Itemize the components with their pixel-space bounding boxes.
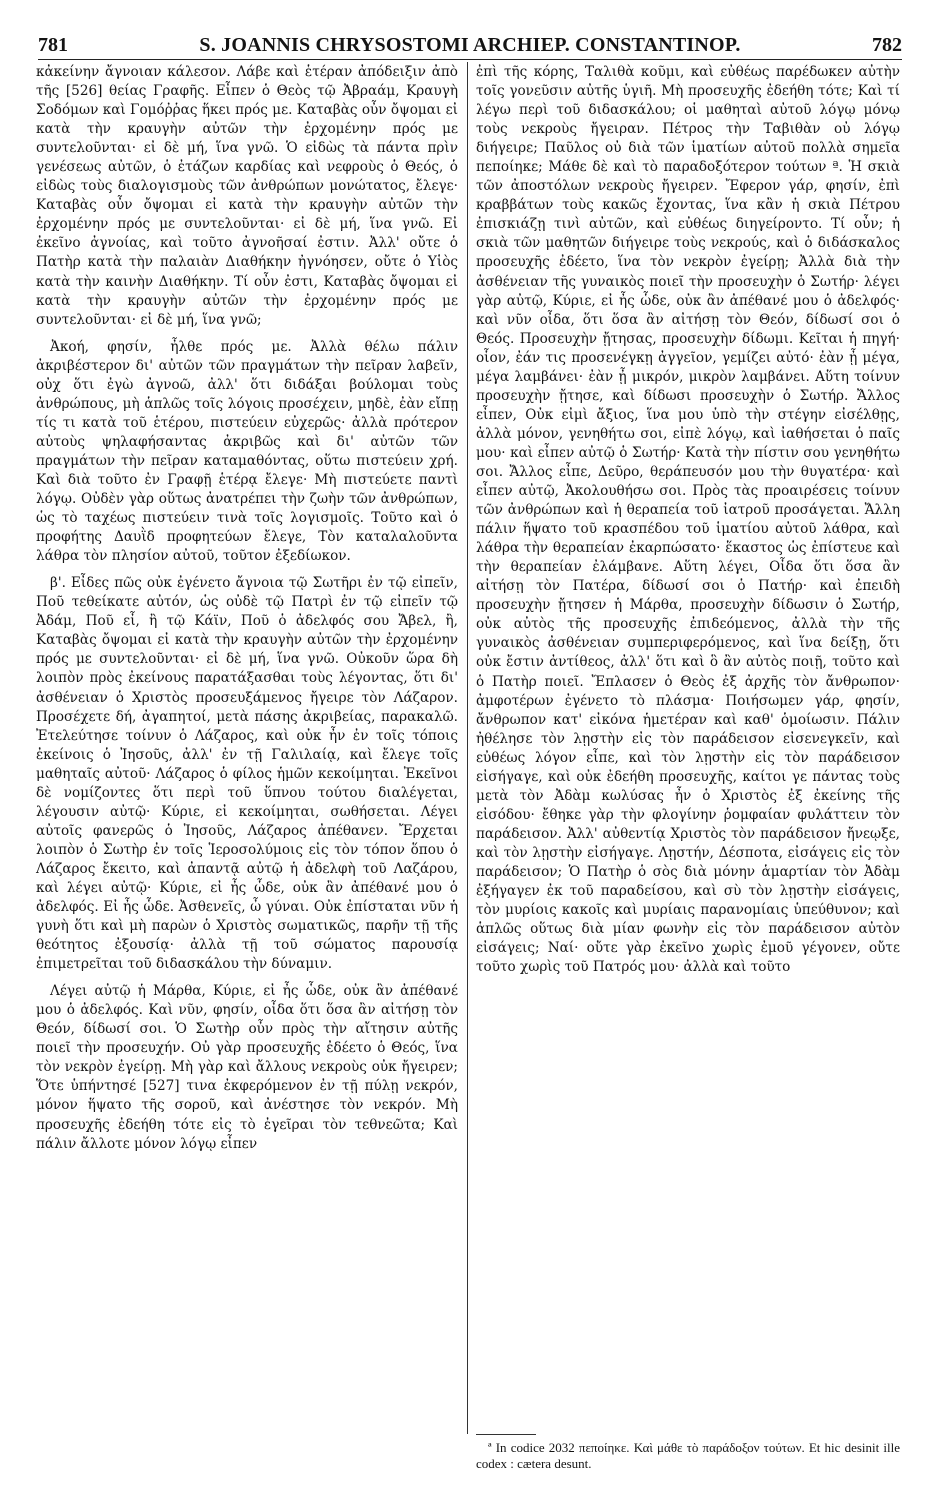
column-divider bbox=[467, 62, 468, 1434]
left-column bbox=[36, 63, 458, 1154]
header-rule bbox=[38, 59, 902, 60]
left-paragraph-4: Λέγει αὐτῷ ἡ Μάρθα, Κύριε, εἰ ἦς ὧδε, οὐκ ἂν ἀπέθανέ μου ὁ ἀδελφός. Καὶ νῦν, φησίν, οἶδα ὅτι ὅσα ἂν αἰτήσῃ τὸν Θεόν, δίδωσί σοι. Ὁ Σωτὴρ οὖν πρὸς τὴν αἴτησιν αὐτῆς ποιεῖ τὴν προσευχήν. Οὐ γὰρ προσευχῆς ἐδέετο ὁ Θεός, ἵνα τὸν νεκρὸν ἐγείρῃ. Μὴ γὰρ καὶ ἄλλους νεκροὺς οὐκ ἤγειρεν; Ὅτε ὑπήντησέ [527] τινα ἐκφερόμενον ἐν τῇ πύλῃ νεκρόν, μόνον ἥψατο τῆς σοροῦ, καὶ ἀνέστησε τὸν νεκρόν. Μὴ προσευχῆς ἐδεήθη τότε εἰς τὸ ἐγεῖραι τὸν τεθνεῶτα; Καὶ πάλιν ἄλλοτε μόνον λόγῳ εἶπεν bbox=[36, 983, 458, 1152]
footnote-rule bbox=[476, 1434, 536, 1435]
left-paragraph-1: κἀκείνην ἄγνοιαν κάλεσον. Λάβε καὶ ἑτέραν ἀπόδειξιν ἀπὸ τῆς [526] θείας Γραφῆς. Εἶπεν ὁ Θεὸς τῷ Ἀβραάμ, Κραυγὴ Σοδόμων καὶ Γομόῤῥας ἥκει πρός με. Καταβὰς οὖν ὄψομαι εἰ κατὰ τὴν κραυγὴν αὐτῶν τὴν ἐρχομένην πρός με συντελοῦνται· εἰ δὲ μή, ἵνα γνῶ. Ὁ εἰδὼς τὰ πάντα πρὶν γενέσεως αὐτῶν, ὁ ἐτάζων καρδίας καὶ νεφροὺς ὁ Θεός, ὁ εἰδὼς τοὺς διαλογισμοὺς τῶν ἀνθρώπων μονώτατος, ἔλεγε· Καταβὰς οὖν ὄψομαι εἰ κατὰ τὴν κραυγὴν αὐτῶν τὴν ἐρχομένην πρός με συντελοῦνται· εἰ δὲ μή, ἵνα γνῶ. Εἰ ἐκεῖνο ἀγνοίας, καὶ τοῦτο ἀγνοῆσαί ἐστιν. Ἀλλ' οὔτε ὁ Πατὴρ κατὰ τὴν παλαιὰν Διαθήκην ἠγνόησεν, οὔτε ὁ Υἱὸς κατὰ τὴν καινὴν Διαθήκην. Τί οὖν ἐστι, Καταβὰς ὄψομαι εἰ κατὰ τὴν κραυγὴν αὐτῶν τὴν ἐρχομένην πρός με συντελοῦνται· εἰ δὲ μή, ἵνα γνῶ; bbox=[36, 64, 458, 328]
left-paragraph-2: Ἀκοή, φησίν, ἦλθε πρός με. Ἀλλὰ θέλω πάλιν ἀκριβέστερον δι' αὐτῶν τῶν πραγμάτων τὴν πεῖραν λαβεῖν, οὐχ ὅτι ἐγὼ ἀγνοῶ, ἀλλ' ὅτι διδάξαι βούλομαι τοὺς ἀνθρώπους, μὴ ἁπλῶς τοῖς λόγοις προσέχειν, μηδὲ, ἐὰν εἴπῃ τίς τι κατὰ τοῦ ἑτέρου, πιστεύειν εὐχερῶς· ἀλλὰ πρότερον αὐτοὺς ψηλαφήσαντας ἀκριβῶς καὶ δι' αὐτῶν τῶν πραγμάτων τὴν πεῖραν καταμαθόντας, οὕτω πιστεύειν χρή. Καὶ διὰ τοῦτο ἐν Γραφῇ ἑτέρᾳ ἔλεγε· Μὴ πιστεύετε παντὶ λόγῳ. Οὐδὲν γὰρ οὕτως ἀνατρέπει τὴν ζωὴν τῶν ἀνθρώπων, ὡς τὸ ταχέως πιστεύειν τινὰ τοῖς λογισμοῖς. Τοῦτο καὶ ὁ προφήτης Δαυῒδ προφητεύων ἔλεγε, Τὸν καταλαλοῦντα λάθρα τὸν πλησίον αὐτοῦ, τοῦτον ἐξεδίωκον. bbox=[36, 338, 458, 565]
right-paragraph-1: ἐπὶ τῆς κόρης, Ταλιθὰ κοῦμι, καὶ εὐθέως παρέδωκεν αὐτὴν τοῖς γονεῦσιν αὐτῆς ὑγιῆ. Μὴ προσευχῆς ἐδεήθη τότε; Καὶ τί λέγω περὶ τοῦ διδασκάλου; οἱ μαθηταὶ αὐτοῦ λόγῳ μόνῳ τοὺς νεκροὺς ἤγειραν. Πέτρος τὴν Ταβιθὰν οὐ λόγῳ διήγειρε; Παῦλος οὐ διὰ τῶν ἱματίων αὐτοῦ πολλὰ σημεῖα πεποίηκε; Μάθε δὲ καὶ τὸ παραδοξότερον τούτων ª. Ἡ σκιὰ τῶν ἀποστόλων νεκροὺς ἤγειρεν. Ἔφερον γάρ, φησίν, ἐπὶ κραββάτων τοὺς κακῶς ἔχοντας, ἵνα κἂν ἡ σκιὰ Πέτρου ἐπισκιάζῃ τινὶ αὐτῶν, καὶ εὐθέως διηγείροντο. Τί οὖν; ἡ σκιὰ τῶν μαθητῶν διήγειρε τοὺς νεκρούς, καὶ ὁ διδάσκαλος προσευχῆς ἐδέετο, ἵνα τὸν νεκρὸν ἐγείρῃ; Ἀλλὰ διὰ τὴν ἀσθένειαν τῆς γυναικὸς ποιεῖ τὴν προσευχὴν ὁ Σωτήρ· λέγει γὰρ αὐτῷ, Κύριε, εἰ ἦς ὧδε, οὐκ ἂν ἀπέθανέ μου ὁ ἀδελφός· καὶ νῦν οἶδα, ὅτι ὅσα ἂν αἰτήσῃ τὸν Θεόν, δίδωσί σοι ὁ Θεός. Προσευχὴν ᾔτησας, προσευχὴν δίδωμι. Κεῖται ἡ πηγή· οἷον, ἐάν τις προσενέγκῃ ἀγγεῖον, γεμίζει αὐτό· ἐὰν ᾖ μέγα, μέγα λαμβάνει· ἐὰν ᾖ μικρόν, μικρὸν λαμβάνει. Αὕτη τοίνυν προσευχὴν ᾔτησε, καὶ δίδωσι προσευχὴν ὁ Σωτήρ. Ἄλλος εἶπεν, Οὐκ εἰμὶ ἄξιος, ἵνα μου ὑπὸ τὴν στέγην εἰσέλθῃς, ἀλλὰ μόνον, γενηθήτω σοι, εἰπὲ λόγῳ, καὶ ἰαθήσεται ὁ παῖς μου· καὶ εἶπεν αὐτῷ ὁ Σωτήρ· Κατὰ τὴν πίστιν σου γενηθήτω σοι. Ἄλλος εἶπε, Δεῦρο, θεράπευσόν μου τὴν θυγατέρα· καὶ εἶπεν αὐτῷ, Ἀκολουθήσω σοι. Πρὸς τὰς προαιρέσεις τοίνυν τῶν ἀνθρώπων καὶ ἡ θεραπεία τοῦ ἰατροῦ προσάγεται. Ἄλλη πάλιν ἥψατο τοῦ κρασπέδου τοῦ ἱματίου αὐτοῦ λάθρα, καὶ λάθρα τὴν θεραπείαν ἐκαρπώσατο· ἕκαστος ὡς ἐπίστευε καὶ τὴν θεραπείαν ἐλάμβανε. Αὕτη λέγει, Οἶδα ὅτι ὅσα ἂν αἰτήσῃ τὸν Πατέρα, δίδωσί σοι ὁ Πατήρ· καὶ ἐπειδὴ προσευχὴν ᾔτησεν ἡ Μάρθα, προσευχὴν δίδωσιν ὁ Σωτήρ, οὐκ αὐτὸς τῆς προσευχῆς ἐπιδεόμενος, ἀλλὰ τὴν τῆς γυναικὸς ἀσθένειαν συμπεριφερόμενος, καὶ ἵνα δείξῃ, ὅτι οὐκ ἔστιν ἀντίθεος, ἀλλ' ὅτι καὶ ὃ ἂν αὐτὸς ποιῇ, τοῦτο καὶ ὁ Πατὴρ ποιεῖ. Ἔπλασεν ὁ Θεὸς ἐξ ἀρχῆς τὸν ἄνθρωπον· ἀμφοτέρων ἐγένετο τὸ πλάσμα· Ποιήσωμεν γάρ, φησίν, ἄνθρωπον κατ' εἰκόνα ἡμετέραν καὶ καθ' ὁμοίωσιν. Πάλιν ἠθέλησε τὸν λῃστὴν εἰς τὸν παράδεισον εἰσενεγκεῖν, καὶ εὐθέως λόγον εἶπε, καὶ τὸν λῃστὴν εἰς τὸν παράδεισον εἰσήγαγε, καὶ οὐκ ἐδεήθη προσευχῆς, καίτοι γε πάντας τοὺς μετὰ τὸν Ἀδὰμ κωλύσας ἦν ὁ Χριστὸς ἐξ ἐκείνης τῆς εἰσόδου· ἔθηκε γὰρ τὴν φλογίνην ῥομφαίαν φυλάττειν τὸν παράδεισον. Ἀλλ' αὐθεντίᾳ Χριστὸς τὸν παράδεισον ἤνεῳξε, καὶ τὸν λῃστὴν εἰσήγαγε. Λῃστήν, Δέσποτα, εἰσάγεις εἰς τὸν παράδεισον; Ὁ Πατὴρ ὁ σὸς διὰ μόνην ἁμαρτίαν τὸν Ἀδὰμ ἐξήγαγεν ἐκ τοῦ παραδείσου, καὶ σὺ τὸν λῃστὴν εἰσάγεις, τὸν μυρίοις κακοῖς καὶ μυρίαις παρανομίαις ὑπεύθυνον; καὶ ἁπλῶς οὕτως διὰ μίαν φωνὴν εἰς τὸν παράδεισον αὐτὸν εἰσάγεις; Ναί· οὔτε γὰρ ἐκεῖνο χωρὶς ἐμοῦ γέγονεν, οὔτε τοῦτο χωρὶς τοῦ Πατρός μου· ἀλλὰ καὶ τοῦτο bbox=[476, 64, 900, 976]
running-header bbox=[38, 34, 902, 58]
page-title: S. JOANNIS CHRYSOSTOMI ARCHIEP. CONSTANTINOP. bbox=[199, 34, 741, 56]
page-number-left: 781 bbox=[38, 34, 68, 56]
right-column bbox=[476, 63, 900, 977]
left-paragraph-3: β'. Εἶδες πῶς οὐκ ἐγένετο ἄγνοια τῷ Σωτῆρι ἐν τῷ εἰπεῖν, Ποῦ τεθείκατε αὐτόν, ὡς οὐδὲ τῷ Πατρὶ ἐν τῷ εἰπεῖν τῷ Ἀδάμ, Ποῦ εἶ, ἢ τῷ Κάϊν, Ποῦ ὁ ἀδελφός σου Ἄβελ, ἢ, Καταβὰς ὄψομαι εἰ κατὰ τὴν κραυγὴν αὐτῶν τὴν ἐρχομένην πρός με συντελοῦνται· εἰ δὲ μή, ἵνα γνῶ. Οὐκοῦν ὥρα δὴ λοιπὸν πρὸς ἐκείνους παρατάξασθαι τοὺς λέγοντας, ὅτι δι' ἀσθένειαν ὁ Χριστὸς προσευξάμενος ἤγειρε τὸν Λάζαρον. Προσέχετε δή, ἀγαπητοί, μετὰ πάσης ἀκριβείας, παρακαλῶ. Ἐτελεύτησε τοίνυν ὁ Λάζαρος, καὶ οὐκ ἦν ἐν τοῖς τόποις ἐκείνοις ὁ Ἰησοῦς, ἀλλ' ἐν τῇ Γαλιλαίᾳ, καὶ ἔλεγε τοῖς μαθηταῖς αὐτοῦ· Λάζαρος ὁ φίλος ἡμῶν κεκοίμηται. Ἐκεῖνοι δὲ νομίζοντες ὅτι περὶ τοῦ ὕπνου τούτου διαλέγεται, λέγουσιν αὐτῷ· Κύριε, εἰ κεκοίμηται, σωθήσεται. Λέγει αὐτοῖς φανερῶς ὁ Ἰησοῦς, Λάζαρος ἀπέθανεν. Ἔρχεται λοιπὸν ὁ Σωτὴρ ἐν τοῖς Ἱεροσολύμοις εἰς τὸν τόπον ὅπου ὁ Λάζαρος ἔκειτο, καὶ ἀπαντᾷ αὐτῷ ἡ ἀδελφὴ τοῦ Λαζάρου, καὶ λέγει αὐτῷ· Κύριε, εἰ ἦς ὧδε, οὐκ ἂν ἀπέθανέ μου ὁ ἀδελφός. Εἰ ἦς ὧδε. Ἀσθενεῖς, ὦ γύναι. Οὐκ ἐπίσταται νῦν ἡ γυνὴ ὅτι καὶ μὴ παρὼν ὁ Χριστὸς σωματικῶς, παρῆν τῇ τῆς θεότητος ἐξουσίᾳ· ἀλλὰ τῇ τοῦ σώματος παρουσίᾳ ἐπιμετρεῖται τοῦ διδασκάλου τὴν δύναμιν. bbox=[36, 575, 458, 973]
footnote: ª In codice 2032 πεποίηκε. Καὶ μάθε τὸ παράδοξον τούτων. Et hic desinit ille codex : cætera desunt. bbox=[476, 1440, 900, 1471]
page-number-right: 782 bbox=[872, 34, 902, 56]
